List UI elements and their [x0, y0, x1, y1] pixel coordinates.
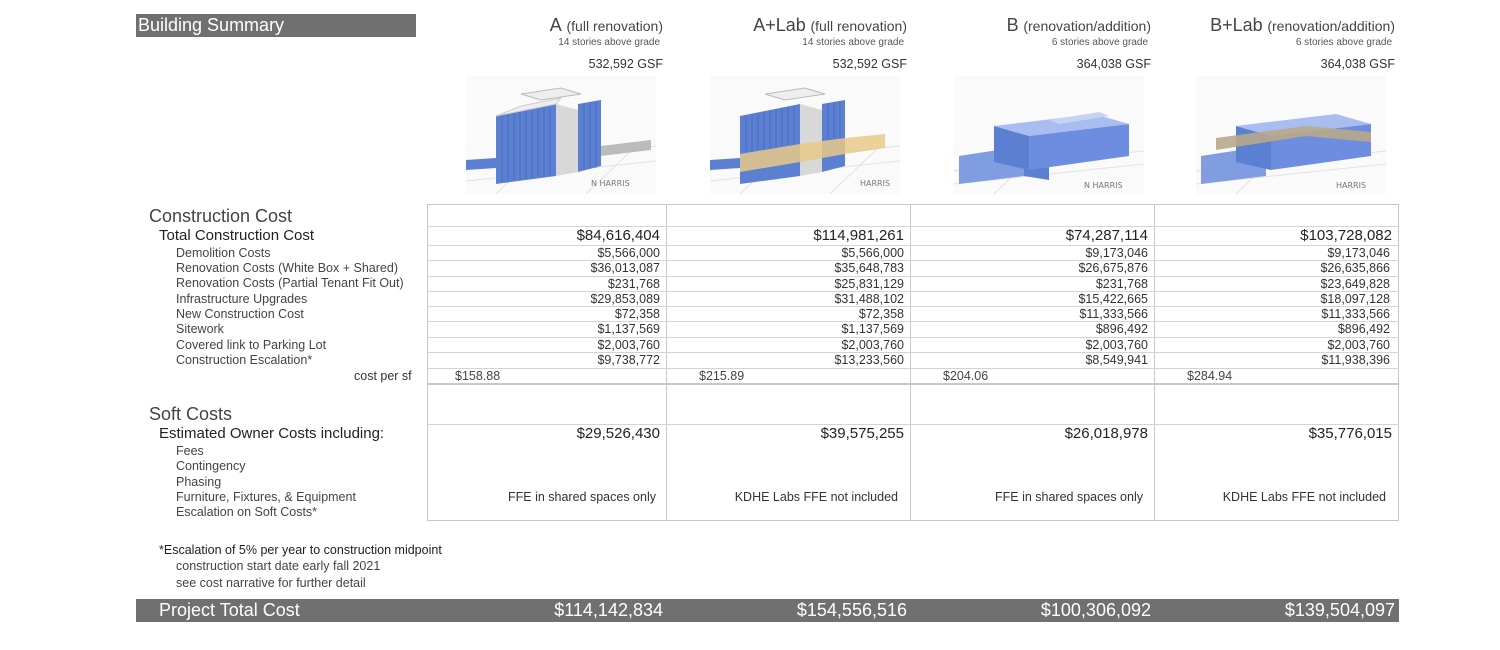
building-render-b-lab: [1196, 76, 1386, 194]
owner-costs-label: Estimated Owner Costs including:: [159, 425, 385, 442]
cost-cell: $31,488,102: [834, 291, 904, 306]
project-total-value: $114,142,834: [554, 600, 663, 620]
cost-cell: $8,549,941: [1085, 353, 1148, 368]
cost-item-label: Renovation Costs (Partial Tenant Fit Out): [176, 276, 404, 290]
option-stories: 6 stories above grade: [1051, 37, 1148, 48]
option-gsf: 364,038 GSF: [1076, 57, 1151, 71]
cost-item-label: Covered link to Parking Lot: [176, 338, 327, 352]
cost-cell: $1,137,569: [841, 322, 904, 337]
building-render-b: [954, 76, 1144, 194]
cost-item-label: Sitework: [176, 322, 224, 336]
soft-item-label: Fees: [176, 444, 204, 458]
cost-cell: $72,358: [858, 307, 904, 322]
ffe-note: KDHE Labs FFE not included: [734, 490, 898, 504]
svg-text:HARRIS: HARRIS: [1336, 181, 1367, 190]
page-title: Building Summary: [136, 14, 416, 37]
cost-cell: $231,768: [1095, 276, 1148, 291]
total-construction-value: $74,287,114: [1065, 227, 1148, 244]
option-desc: (renovation/addition): [1023, 18, 1151, 34]
cost-col-b: [908, 246, 1148, 368]
ffe-note: FFE in shared spaces only: [995, 490, 1143, 504]
cost-item-label: Infrastructure Upgrades: [176, 292, 308, 306]
option-gsf: 532,592 GSF: [588, 57, 663, 71]
option-header-b: [911, 14, 1151, 71]
cost-cell: $2,003,760: [1327, 337, 1390, 352]
cost-cell: $9,173,046: [1085, 246, 1148, 260]
ffe-note: FFE in shared spaces only: [508, 490, 656, 504]
option-code: B: [1006, 15, 1019, 35]
project-total-label: Project Total Cost: [159, 600, 300, 620]
cost-cell: $2,003,760: [597, 337, 660, 352]
total-construction-value: $103,728,082: [1300, 227, 1392, 244]
owner-costs-value: $39,575,255: [820, 425, 904, 442]
option-header-a-lab: [667, 14, 907, 71]
option-desc: (full renovation): [566, 18, 663, 34]
cost-cell: $26,635,866: [1320, 261, 1390, 276]
cost-item-label: New Construction Cost: [176, 307, 304, 321]
cost-cell: $896,492: [1095, 322, 1148, 337]
option-gsf: 532,592 GSF: [832, 57, 907, 71]
cost-cell: $15,422,665: [1078, 291, 1148, 306]
cost-cell: $13,233,560: [834, 353, 904, 368]
footnote-line: construction start date early fall 2021: [176, 559, 381, 573]
project-total-value: $100,306,092: [1040, 600, 1151, 620]
cost-cell: $29,853,089: [590, 291, 660, 306]
cost-cell: $5,566,000: [841, 246, 904, 260]
total-construction-value: $84,616,404: [576, 227, 660, 244]
option-header-a: [423, 14, 663, 71]
cost-cell: $26,675,876: [1078, 261, 1148, 276]
option-code: B+Lab: [1210, 15, 1263, 35]
cost-cell: $11,333,566: [1321, 307, 1390, 322]
owner-costs-value: $35,776,015: [1308, 425, 1392, 442]
project-total-value: $154,556,516: [796, 600, 907, 620]
svg-text:HARRIS: HARRIS: [860, 179, 891, 188]
option-stories: 14 stories above grade: [558, 37, 660, 48]
cost-cell: $36,013,087: [590, 261, 660, 276]
owner-costs-value: $26,018,978: [1064, 425, 1148, 442]
footnote-line: see cost narrative for further detail: [176, 576, 366, 590]
cost-cell: $11,333,566: [1079, 307, 1148, 322]
option-code: A+Lab: [753, 15, 806, 35]
cost-per-sf-value: $158.88: [455, 369, 501, 383]
cost-col-a-lab: [664, 246, 904, 368]
soft-item-label: Furniture, Fixtures, & Equipment: [176, 489, 356, 504]
cost-item-label: Renovation Costs (White Box + Shared): [176, 261, 398, 275]
construction-cost-heading: Construction Cost: [149, 206, 293, 226]
cost-cell: $11,938,396: [1321, 353, 1390, 368]
soft-costs-heading: Soft Costs: [149, 404, 233, 424]
soft-item-label: Phasing: [176, 474, 222, 489]
cost-per-sf-value: $215.89: [699, 369, 745, 383]
cost-per-sf-value: $284.94: [1187, 369, 1233, 383]
cost-cell: $25,831,129: [834, 276, 904, 291]
total-construction-label: Total Construction Cost: [159, 227, 315, 244]
option-code: A: [549, 15, 562, 35]
option-gsf: 364,038 GSF: [1320, 57, 1395, 71]
svg-text:N HARRIS: N HARRIS: [591, 179, 630, 188]
cost-cell: $23,649,828: [1320, 276, 1390, 291]
cost-cell: $896,492: [1337, 322, 1390, 337]
cost-cell: $1,137,569: [597, 322, 660, 337]
option-desc: (renovation/addition): [1267, 18, 1395, 34]
option-header-b-lab: [1155, 14, 1395, 71]
cost-per-sf-label: cost per sf: [354, 369, 412, 383]
svg-text:N HARRIS: N HARRIS: [1084, 181, 1123, 190]
cost-cell: $231,768: [607, 276, 660, 291]
soft-item-label: Escalation on Soft Costs*: [176, 505, 318, 520]
cost-cell: $72,358: [614, 307, 660, 322]
option-desc: (full renovation): [810, 18, 907, 34]
option-stories: 6 stories above grade: [1295, 37, 1392, 48]
project-total-value: $139,504,097: [1284, 600, 1395, 620]
cost-cell: $9,173,046: [1327, 246, 1390, 260]
cost-cell: $2,003,760: [841, 337, 904, 352]
cost-cell: $18,097,128: [1320, 291, 1390, 306]
soft-items-list: [176, 444, 356, 520]
cost-item-label: Demolition Costs: [176, 246, 271, 260]
soft-item-label: Contingency: [176, 459, 246, 474]
cost-item-label: Construction Escalation*: [176, 353, 313, 367]
owner-costs-value: $29,526,430: [576, 425, 660, 442]
cost-col-a: [420, 246, 660, 368]
escalation-footnote: *Escalation of 5% per year to construction midpoint: [159, 543, 442, 557]
cost-per-sf-value: $204.06: [943, 369, 989, 383]
building-render-a: [466, 76, 656, 194]
option-stories: 14 stories above grade: [802, 37, 904, 48]
building-render-a-lab: [710, 76, 900, 194]
ffe-note: KDHE Labs FFE not included: [1222, 490, 1386, 504]
cost-cell: $9,738,772: [597, 353, 660, 368]
cost-col-b-lab: [1150, 246, 1390, 368]
cost-cell: $2,003,760: [1085, 337, 1148, 352]
cost-cell: $5,566,000: [597, 246, 660, 260]
total-construction-value: $114,981,261: [813, 227, 904, 244]
cost-cell: $35,648,783: [834, 261, 904, 276]
